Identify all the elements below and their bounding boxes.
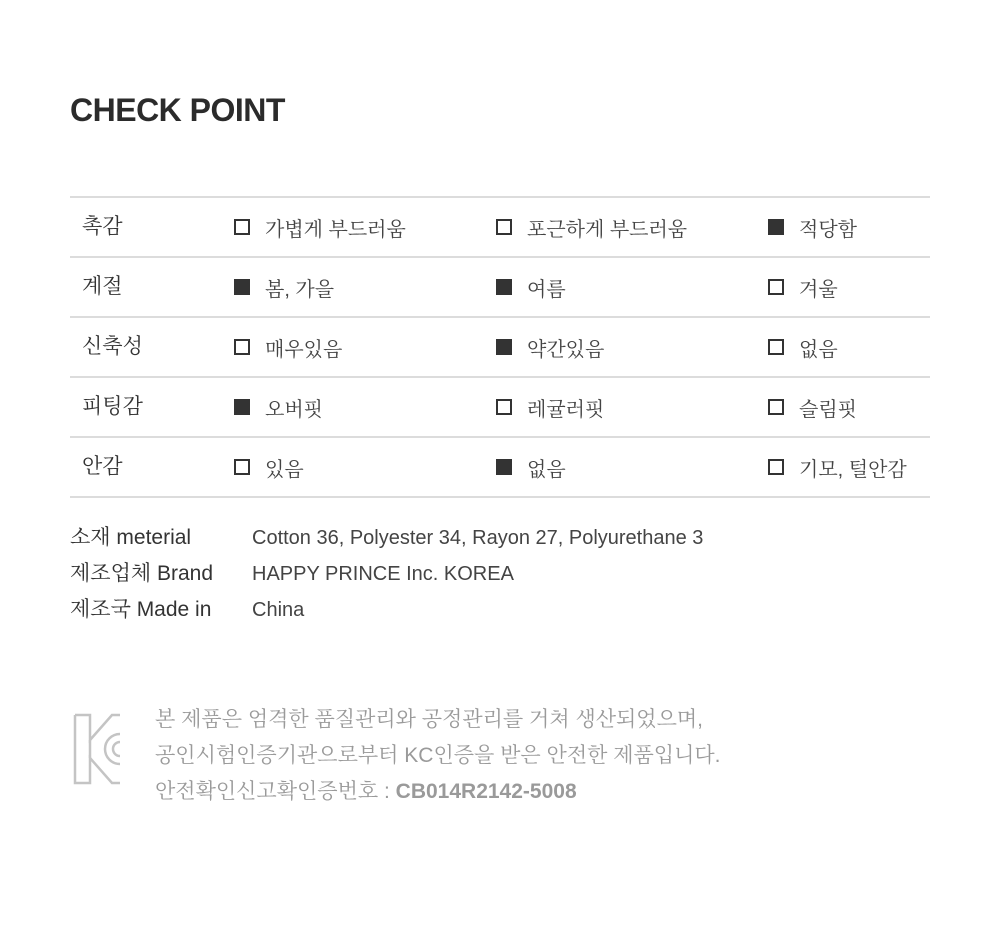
option-label: 기모, 털안감 (799, 458, 907, 481)
checkbox-unchecked-icon (234, 339, 250, 355)
option (768, 318, 838, 376)
option-label: 가볍게 부드러움 (265, 218, 406, 241)
option-label: 오버핏 (265, 398, 323, 421)
checkbox-unchecked-icon (496, 399, 512, 415)
checkpoint-row-touch (70, 198, 930, 258)
cert-number: CB014R2142-5008 (395, 780, 577, 803)
checkpoint-row-season (70, 258, 930, 318)
option (496, 258, 566, 316)
checkbox-checked-icon (234, 399, 250, 415)
option-label: 포근하게 부드러움 (527, 218, 688, 241)
spec-key: 제조업체 Brand (70, 562, 214, 585)
checkbox-checked-icon (496, 459, 512, 475)
checkpoint-row-stretch (70, 318, 930, 378)
notice-line: 공인시험인증기관으로부터 KC인증을 받은 안전한 제품입니다. (155, 744, 721, 767)
option (234, 438, 304, 496)
option-label: 봄, 가을 (265, 278, 335, 301)
spec-key: 소재 meterial (70, 526, 192, 549)
option-label: 겨울 (799, 278, 838, 301)
row-label: 신축성 (82, 335, 143, 358)
option (768, 258, 838, 316)
option (496, 378, 604, 436)
option-label: 있음 (265, 458, 304, 481)
option (234, 318, 342, 376)
spec-row-origin (70, 592, 930, 628)
spec-value: Cotton 36, Polyester 34, Rayon 27, Polyurethane 3 (252, 527, 704, 549)
page-title: CHECK POINT (70, 92, 285, 128)
option-label: 없음 (527, 458, 566, 481)
checkbox-checked-icon (768, 219, 784, 235)
cert-label: 안전확인신고확인증번호 : (155, 780, 396, 803)
option-label: 매우있음 (265, 338, 343, 361)
spec-row-brand (70, 556, 930, 592)
option-label: 적당함 (799, 218, 857, 241)
checkpoint-row-fit (70, 378, 930, 438)
option (496, 198, 687, 256)
spec-value: HAPPY PRINCE Inc. KOREA (252, 563, 514, 585)
option (496, 318, 604, 376)
checkbox-unchecked-icon (234, 459, 250, 475)
option-label: 약간있음 (527, 338, 605, 361)
option (234, 378, 323, 436)
cert-line (155, 774, 721, 810)
checkbox-unchecked-icon (768, 399, 784, 415)
option (496, 438, 566, 496)
option-label: 슬림핏 (799, 398, 857, 421)
kc-certification-icon (72, 712, 122, 791)
checkbox-checked-icon (234, 279, 250, 295)
checkbox-unchecked-icon (768, 279, 784, 295)
option-label: 없음 (799, 338, 838, 361)
checkpoint-row-lining (70, 438, 930, 498)
checkbox-checked-icon (496, 279, 512, 295)
option (768, 378, 857, 436)
option-label: 레귤러핏 (527, 398, 605, 421)
spec-row-material (70, 520, 930, 556)
spec-value: China (252, 599, 305, 621)
notice-line: 본 제품은 엄격한 품질관리와 공정관리를 거쳐 생산되었으며, (155, 708, 703, 731)
product-specs (70, 520, 930, 628)
row-label: 안감 (82, 455, 123, 478)
row-label: 촉감 (82, 215, 123, 238)
option (234, 198, 406, 256)
row-label: 피팅감 (82, 395, 143, 418)
checkbox-unchecked-icon (496, 219, 512, 235)
option (234, 258, 334, 316)
checkpoint-table (70, 196, 930, 498)
checkbox-checked-icon (496, 339, 512, 355)
option (768, 198, 857, 256)
checkbox-unchecked-icon (234, 219, 250, 235)
kc-notice (155, 702, 721, 810)
checkbox-unchecked-icon (768, 339, 784, 355)
checkbox-unchecked-icon (768, 459, 784, 475)
option-label: 여름 (527, 278, 566, 301)
spec-key: 제조국 Made in (70, 598, 212, 621)
option (768, 438, 907, 496)
row-label: 계절 (82, 275, 123, 298)
